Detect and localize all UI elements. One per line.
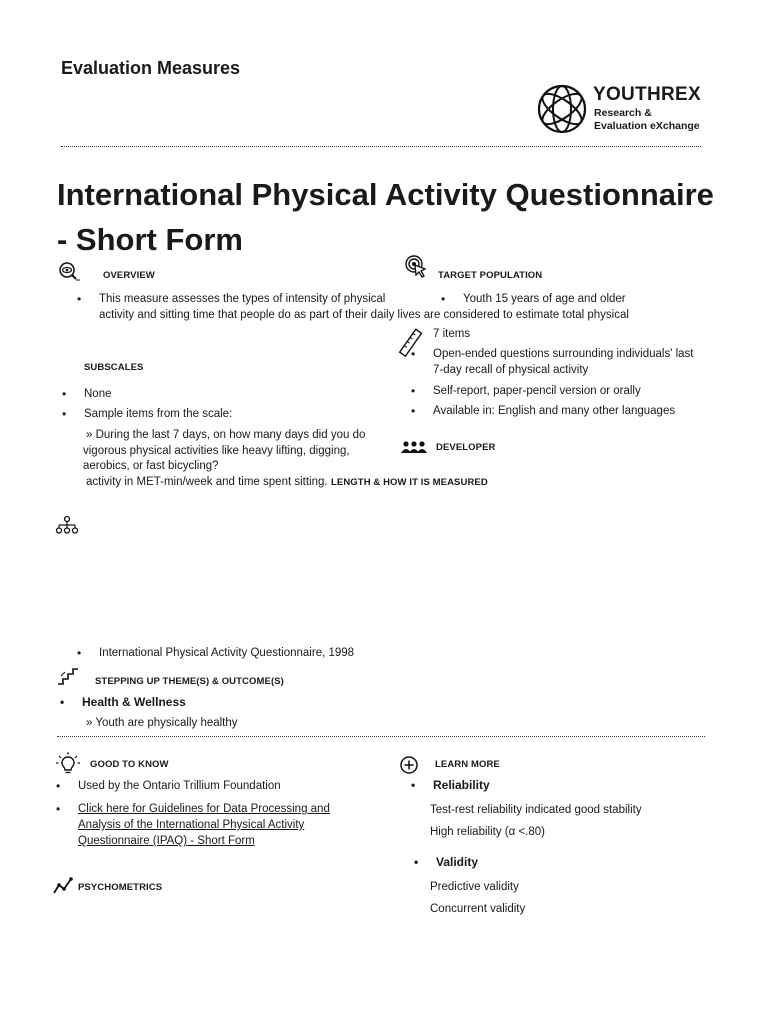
section-divider	[57, 736, 705, 737]
logo-name: YOUTHREX	[593, 84, 701, 105]
reliability-title: • Reliability	[433, 778, 490, 792]
target-click-icon	[405, 255, 427, 279]
good-to-know-label: GOOD TO KNOW	[90, 759, 169, 770]
guidelines-link-line1[interactable]: • Click here for Guidelines for Data Processing and	[78, 801, 330, 817]
sample-item-line3: aerobics, or fast bicycling?	[83, 460, 219, 472]
header-divider	[61, 146, 701, 147]
subscales-item-1: • None	[84, 386, 112, 402]
guidelines-link-line3[interactable]: Questionnaire (IPAQ) - Short Form	[78, 835, 255, 847]
overview-text-line3: activity in MET-min/week and time spent sitting.	[86, 476, 328, 488]
reliability-item-1: Test-rest reliability indicated good stability	[430, 804, 642, 816]
subscales-item-2: • Sample items from the scale:	[84, 406, 232, 422]
validity-item-1: Predictive validity	[430, 881, 519, 893]
guidelines-link-line2[interactable]: Analysis of the International Physical Activity	[78, 819, 305, 831]
overview-label: OVERVIEW	[103, 270, 155, 281]
length-item-1: 7 items	[433, 328, 471, 340]
sample-item-line2: vigorous physical activities like heavy lifting, digging,	[83, 445, 350, 457]
sample-item-line1: » During the last 7 days, on how many days did you do	[86, 429, 366, 441]
reliability-item-2: High reliability (α <.80)	[430, 826, 545, 838]
length-item-2: • Open-ended questions surrounding individuals' last	[433, 346, 693, 362]
target-population-item: • Youth 15 years of age and older	[463, 291, 626, 307]
hierarchy-icon	[56, 516, 78, 534]
length-item-4: • Available in: English and many other languages	[433, 403, 675, 419]
lightbulb-icon	[56, 752, 80, 776]
subscales-label: SUBSCALES	[84, 362, 144, 373]
stepping-up-outcome: » Youth are physically healthy	[86, 717, 238, 729]
plus-circle-icon	[400, 756, 418, 774]
page-title: International Physical Activity Questionnaire - Short Form	[57, 177, 714, 257]
good-to-know-item-1: • Used by the Ontario Trillium Foundation	[78, 778, 281, 794]
developer-item: • International Physical Activity Questionnaire, 1998	[99, 645, 354, 661]
youthrex-logo-icon	[536, 83, 588, 135]
eye-magnifier-icon	[57, 261, 81, 283]
length-label: LENGTH & HOW IT IS MEASURED	[331, 477, 488, 488]
stepping-up-label: STEPPING UP THEME(S) & OUTCOME(S)	[95, 676, 284, 687]
length-item-3: • Self-report, paper-pencil version or orally	[433, 383, 641, 399]
people-icon	[401, 440, 427, 454]
logo-subtitle: Research & Evaluation eXchange	[594, 107, 700, 132]
trend-line-icon	[53, 877, 73, 895]
learn-more-label: LEARN MORE	[435, 759, 500, 770]
overview-text-line2: activity and sitting time that people do as part of their daily lives are considered to estimate total physical	[99, 309, 629, 321]
validity-item-2: Concurrent validity	[430, 903, 526, 915]
overview-text-line1: • This measure assesses the types of intensity of physical	[99, 291, 385, 307]
psychometrics-label: PSYCHOMETRICS	[78, 882, 163, 893]
target-population-label: TARGET POPULATION	[438, 270, 543, 281]
developer-label: DEVELOPER	[436, 442, 496, 453]
validity-title: • Validity	[436, 855, 478, 869]
stairs-icon	[57, 667, 79, 685]
section-title: Evaluation Measures	[61, 58, 241, 78]
length-item-2b: 7-day recall of physical activity	[433, 364, 589, 376]
stepping-up-theme: • Health & Wellness	[82, 695, 186, 709]
